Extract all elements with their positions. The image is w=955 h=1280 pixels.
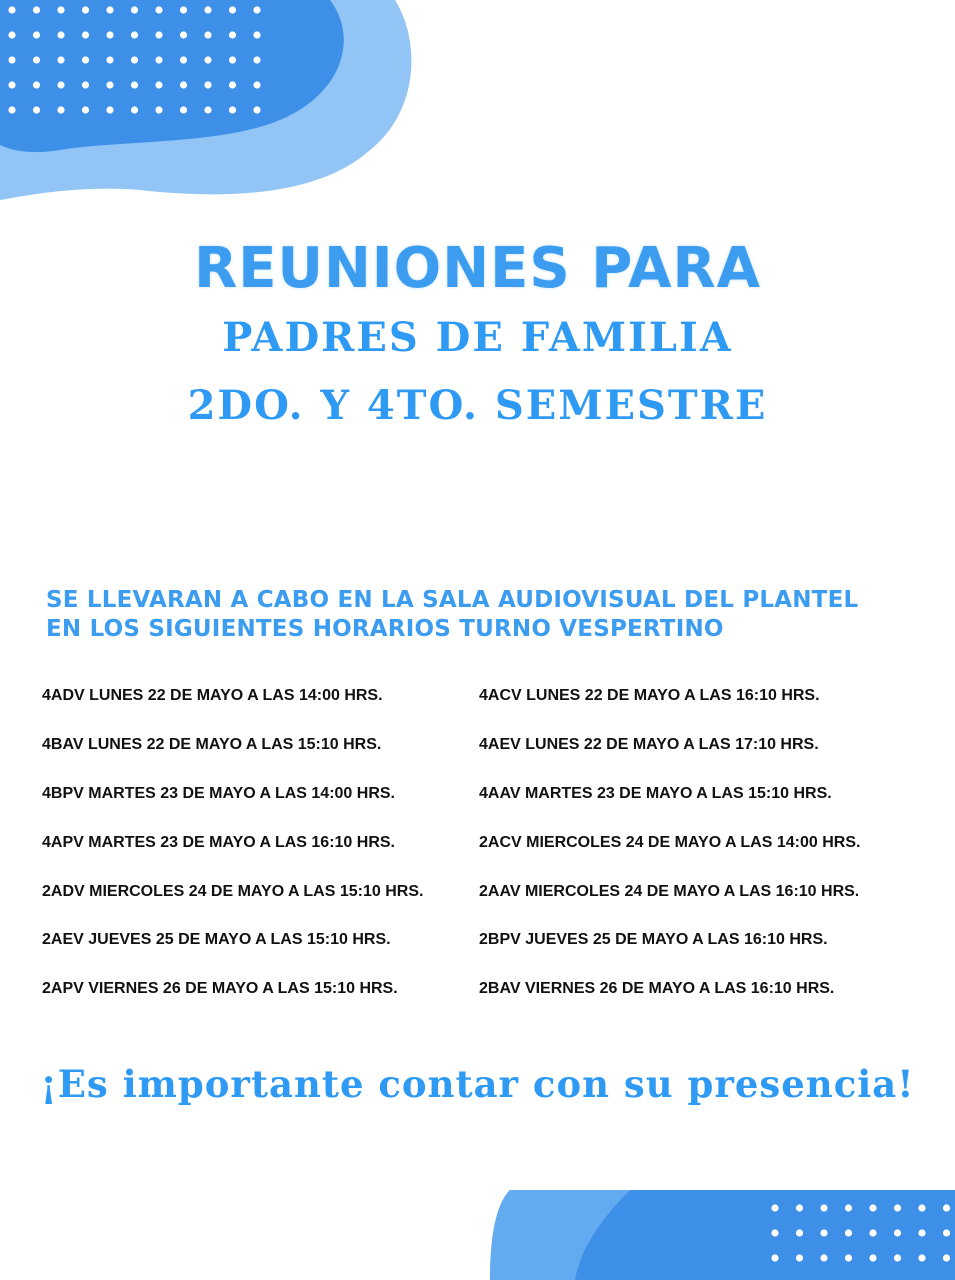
- intro-line-2: EN LOS SIGUIENTES HORARIOS TURNO VESPERTINO: [46, 616, 724, 642]
- decorative-dot: [918, 1229, 925, 1236]
- decorative-dot: [229, 31, 236, 38]
- decorative-dot: [820, 1229, 827, 1236]
- title-line-2: PADRES DE FAMILIA: [222, 314, 733, 361]
- decorative-dot: [229, 81, 236, 88]
- decorative-blob-top: [0, 0, 420, 205]
- decorative-dot: [180, 106, 187, 113]
- title-line-1: REUNIONES PARA: [194, 236, 761, 301]
- decorative-dot: [771, 1204, 778, 1211]
- decorative-dot: [131, 106, 138, 113]
- decorative-dot: [57, 106, 64, 113]
- schedule-item: 4ADV LUNES 22 DE MAYO A LAS 14:00 HRS.: [42, 687, 383, 704]
- decorative-dot: [8, 31, 15, 38]
- decorative-dot: [820, 1254, 827, 1261]
- decorative-dot: [894, 1204, 901, 1211]
- decorative-dot: [796, 1204, 803, 1211]
- decorative-dot: [229, 56, 236, 63]
- decorative-dot: [131, 31, 138, 38]
- decorative-dot: [131, 56, 138, 63]
- decorative-dot: [106, 106, 113, 113]
- decorative-dot: [180, 81, 187, 88]
- decorative-dot: [155, 106, 162, 113]
- decorative-dot: [771, 1254, 778, 1261]
- decorative-dot: [131, 81, 138, 88]
- decorative-dot: [8, 56, 15, 63]
- decorative-dot: [180, 6, 187, 13]
- decorative-dot: [33, 106, 40, 113]
- decorative-dot: [57, 6, 64, 13]
- decorative-dot: [82, 31, 89, 38]
- decorative-dot: [57, 56, 64, 63]
- schedule-item: 2BAV VIERNES 26 DE MAYO A LAS 16:10 HRS.: [479, 980, 835, 998]
- decorative-dot: [943, 1204, 950, 1211]
- decorative-dot: [869, 1254, 876, 1261]
- schedule-item: 4BAV LUNES 22 DE MAYO A LAS 15:10 HRS.: [42, 735, 382, 753]
- decorative-dot: [180, 31, 187, 38]
- schedule-item: 2AEV JUEVES 25 DE MAYO A LAS 15:10 HRS.: [42, 931, 391, 949]
- schedule-item: 2ADV MIERCOLES 24 DE MAYO A LAS 15:10 HRS.: [42, 882, 424, 900]
- decorative-dot: [33, 81, 40, 88]
- schedule-item: 4ACV LUNES 22 DE MAYO A LAS 16:10 HRS.: [479, 687, 820, 704]
- decorative-dot: [845, 1229, 852, 1236]
- intro-line-1: SE LLEVARAN A CABO EN LA SALA AUDIOVISUAL DEL PLANTEL: [46, 587, 859, 613]
- decorative-dot: [204, 6, 211, 13]
- title-line-3: 2DO. Y 4TO. SEMESTRE: [187, 382, 768, 429]
- decorative-dot: [33, 56, 40, 63]
- decorative-dot: [204, 81, 211, 88]
- schedule-item: 2AAV MIERCOLES 24 DE MAYO A LAS 16:10 HRS.: [479, 882, 860, 900]
- decorative-dot: [8, 6, 15, 13]
- schedule-item: 2BPV JUEVES 25 DE MAYO A LAS 16:10 HRS.: [479, 931, 828, 949]
- decorative-dot: [82, 106, 89, 113]
- decorative-dot: [869, 1229, 876, 1236]
- decorative-dot: [253, 6, 260, 13]
- intro-text: [46, 586, 926, 644]
- decorative-blob-bottom: [490, 1190, 955, 1280]
- decorative-dot: [229, 106, 236, 113]
- decorative-dot: [57, 31, 64, 38]
- decorative-dot: [204, 31, 211, 38]
- decorative-dot: [155, 56, 162, 63]
- decorative-dot: [943, 1229, 950, 1236]
- schedule-item: 4AEV LUNES 22 DE MAYO A LAS 17:10 HRS.: [479, 735, 819, 753]
- schedule-list: [42, 684, 922, 1026]
- decorative-dot: [57, 81, 64, 88]
- decorative-dot: [131, 6, 138, 13]
- decorative-dot: [253, 56, 260, 63]
- decorative-dot: [820, 1204, 827, 1211]
- decorative-dot: [33, 31, 40, 38]
- decorative-dot: [796, 1229, 803, 1236]
- schedule-item: 2APV VIERNES 26 DE MAYO A LAS 15:10 HRS.: [42, 980, 398, 998]
- schedule-item: 4AAV MARTES 23 DE MAYO A LAS 15:10 HRS.: [479, 784, 832, 802]
- schedule-item: 2ACV MIERCOLES 24 DE MAYO A LAS 14:00 HRS.: [479, 833, 861, 851]
- decorative-dot: [155, 6, 162, 13]
- decorative-dot: [229, 6, 236, 13]
- decorative-dot: [918, 1254, 925, 1261]
- decorative-dot: [894, 1254, 901, 1261]
- decorative-dot: [796, 1254, 803, 1261]
- decorative-dot: [253, 31, 260, 38]
- decorative-dot: [943, 1254, 950, 1261]
- decorative-dot: [845, 1254, 852, 1261]
- decorative-dot: [771, 1229, 778, 1236]
- decorative-dot: [180, 56, 187, 63]
- decorative-dot: [106, 56, 113, 63]
- decorative-dot: [106, 31, 113, 38]
- decorative-dot: [869, 1204, 876, 1211]
- decorative-dot: [82, 56, 89, 63]
- decorative-dot: [204, 56, 211, 63]
- decorative-dot: [106, 6, 113, 13]
- decorative-dot: [155, 81, 162, 88]
- schedule-item: 4BPV MARTES 23 DE MAYO A LAS 14:00 HRS.: [42, 784, 395, 802]
- decorative-dot: [8, 81, 15, 88]
- decorative-dot: [8, 106, 15, 113]
- decorative-dot: [204, 106, 211, 113]
- decorative-dot: [155, 31, 162, 38]
- decorative-dot: [106, 81, 113, 88]
- decorative-dot: [82, 6, 89, 13]
- decorative-dot: [33, 6, 40, 13]
- decorative-dot: [894, 1229, 901, 1236]
- decorative-dot: [918, 1204, 925, 1211]
- schedule-item: 4APV MARTES 23 DE MAYO A LAS 16:10 HRS.: [42, 833, 395, 851]
- decorative-dot: [253, 106, 260, 113]
- decorative-dot: [845, 1204, 852, 1211]
- decorative-dot: [253, 81, 260, 88]
- decorative-dot: [82, 81, 89, 88]
- closing-message: ¡Es importante contar con su presencia!: [40, 1062, 915, 1106]
